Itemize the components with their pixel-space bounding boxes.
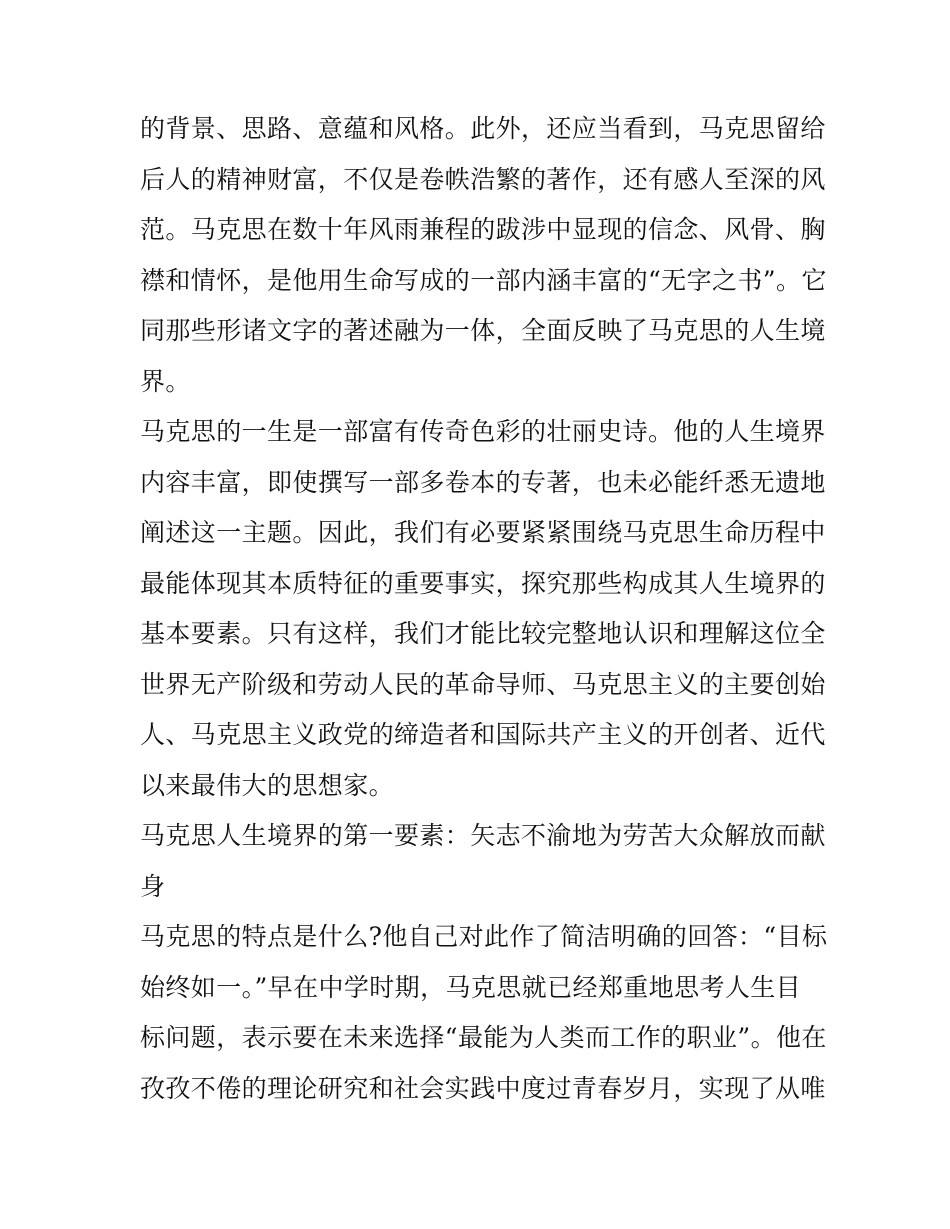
section-heading-line: 马克思人生境界的第一要素：矢志不渝地为劳苦大众解放而献 <box>140 821 826 850</box>
text-line: 最能体现其本质特征的重要事实，探究那些构成其人生境界的 <box>140 568 826 598</box>
text-line: 孜孜不倦的理论研究和社会实践中度过青春岁月，实现了从唯 <box>140 1073 826 1103</box>
text-line: 阐述这一主题。因此，我们有必要紧紧围绕马克思生命历程中 <box>140 518 826 547</box>
text-line: 范。马克思在数十年风雨兼程的跋涉中显现的信念、风骨、胸 <box>140 215 826 244</box>
text-line: 标问题，表示要在未来选择“最能为人类而工作的职业”。他在 <box>140 1023 827 1052</box>
text-line: 后人的精神财富，不仅是卷帙浩繁的著作，还有感人至深的风 <box>140 164 826 194</box>
section-heading-line: 身 <box>140 871 166 901</box>
text-line: 内容丰富，即使撰写一部多卷本的专著，也未必能纤悉无遗地 <box>140 467 826 497</box>
text-line: 基本要素。只有这样，我们才能比较完整地认识和理解这位全 <box>140 619 826 648</box>
text-line: 始终如一。”早在中学时期，马克思就已经郑重地思考人生目 <box>140 972 802 1002</box>
text-line: 以来最伟大的思想家。 <box>140 770 395 800</box>
text-line: 界。 <box>140 366 191 396</box>
text-line: 襟和情怀，是他用生命写成的一部内涵丰富的“无字之书”。它 <box>140 265 827 295</box>
body-text <box>140 104 828 1114</box>
text-line: 马克思的特点是什么?他自己对此作了简洁明确的回答：“目标 <box>140 922 828 951</box>
text-line: 世界无产阶级和劳动人民的革命导师、马克思主义的主要创始 <box>140 669 826 699</box>
text-line: 的背景、思路、意蕴和风格。此外，还应当看到，马克思留给 <box>140 114 826 143</box>
text-line: 同那些形诸文字的著述融为一体，全面反映了马克思的人生境 <box>140 316 826 345</box>
text-line: 人、马克思主义政党的缔造者和国际共产主义的开创者、近代 <box>140 720 826 749</box>
text-line: 马克思的一生是一部富有传奇色彩的壮丽史诗。他的人生境界 <box>140 417 826 446</box>
